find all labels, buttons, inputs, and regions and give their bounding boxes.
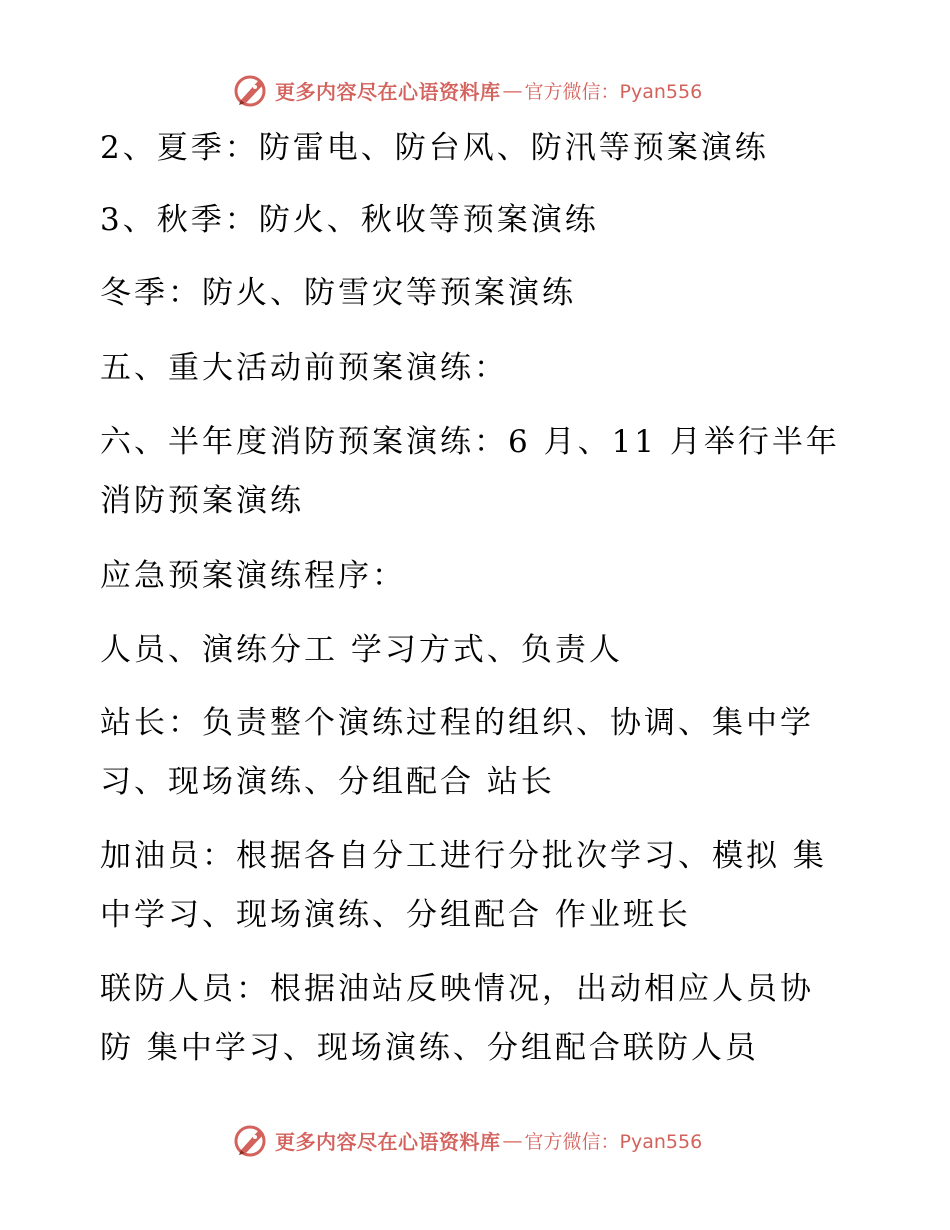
header-banner: [233, 70, 713, 110]
line-section-six-cont: 消防预案演练: [100, 483, 304, 519]
line-fueler-cont: 中学习、现场演练、分组配合 作业班长: [100, 897, 691, 933]
line-section-six: 六、半年度消防预案演练：6 月、11 月举行半年: [100, 424, 840, 460]
footer-dash: —: [502, 1128, 523, 1152]
line-roles-header: 人员、演练分工 学习方式、负责人: [100, 632, 623, 668]
header-dash: —: [502, 78, 523, 102]
line-station-master: 站长：负责整个演练过程的组织、协调、集中学: [100, 705, 814, 741]
footer-site-name: 更多内容尽在心语资料库: [275, 1129, 501, 1154]
line-autumn: 3、秋季：防火、秋收等预案演练: [100, 202, 599, 238]
header-site-name: 更多内容尽在心语资料库: [275, 79, 501, 104]
header-wechat: 官方微信：Pyan556: [524, 80, 703, 103]
line-winter: 冬季：防火、防雪灾等预案演练: [100, 275, 576, 311]
pen-logo-icon: [233, 1122, 269, 1158]
line-summer: 2、夏季：防雷电、防台风、防汛等预案演练: [100, 130, 769, 166]
line-station-master-cont: 习、现场演练、分组配合 站长: [100, 764, 555, 800]
line-joint-defense-cont: 防 集中学习、现场演练、分组配合联防人员: [100, 1030, 759, 1066]
footer-banner: [233, 1120, 713, 1160]
line-joint-defense: 联防人员：根据油站反映情况，出动相应人员协: [100, 971, 814, 1007]
line-procedure-title: 应急预案演练程序：: [100, 558, 406, 594]
pen-logo-icon: [233, 72, 269, 108]
line-fueler: 加油员：根据各自分工进行分批次学习、模拟 集: [100, 838, 827, 874]
footer-wechat: 官方微信：Pyan556: [524, 1130, 703, 1153]
line-section-five: 五、重大活动前预案演练：: [100, 350, 508, 386]
